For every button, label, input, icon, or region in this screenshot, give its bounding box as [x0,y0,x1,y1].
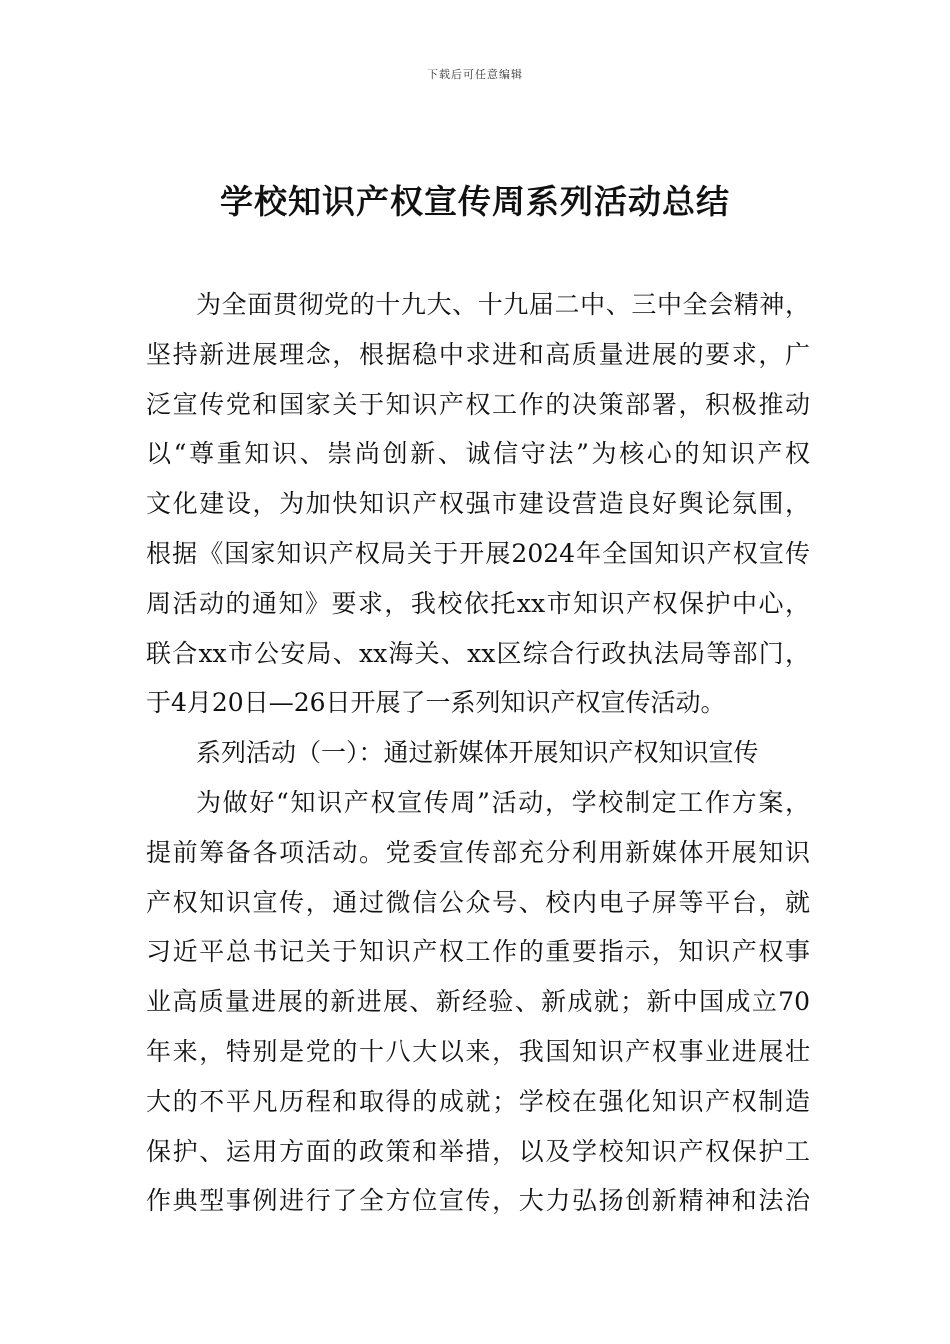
body-line: 大的不平凡历程和取得的成就；学校在强化知识产权制造 [146,1086,810,1116]
body-line: 联合xx市公安局、xx海关、xx区综合行政执法局等部门， [146,638,810,668]
body-line: 产权知识宣传，通过微信公众号、校内电子屏等平台，就 [146,887,810,917]
body-line: 作典型事例进行了全方位宣传，大力弘扬创新精神和法治 [146,1186,810,1216]
body-line: 年来，特别是党的十八大以来，我国知识产权事业进展壮 [146,1036,810,1066]
body-line: 文化建设，为加快知识产权强市建设营造良好舆论氛围， [146,489,810,519]
body-line: 泛宣传党和国家关于知识产权工作的决策部署，积极推动 [146,389,810,419]
body-line: 周活动的通知》要求，我校依托xx市知识产权保护中心， [146,588,810,618]
document-title: 学校知识产权宣传周系列活动总结 [220,182,730,221]
body-line: 保护、运用方面的政策和举措，以及学校知识产权保护工 [146,1136,810,1166]
body-line: 提前筹备各项活动。党委宣传部充分利用新媒体开展知识 [146,837,810,867]
body-line: 于4月20日—26日开展了一系列知识产权宣传活动。 [146,688,726,718]
header-note: 下载后可任意编辑 [427,68,523,81]
body-line: 根据《国家知识产权局关于开展2024年全国知识产权宣传 [146,538,810,568]
body-line: 以“尊重知识、崇尚创新、诚信守法”为核心的知识产权 [146,439,810,469]
section-heading: 系列活动（一）：通过新媒体开展知识产权知识宣传 [196,738,759,768]
body-line: 习近平总书记关于知识产权工作的重要指示，知识产权事 [146,937,810,967]
body-line: 为做好“知识产权宣传周”活动，学校制定工作方案， [196,787,810,817]
body-line: 为全面贯彻党的十九大、十九届二中、三中全会精神， [196,290,810,319]
body-line: 业高质量进展的新进展、新经验、新成就；新中国成立70 [146,987,810,1017]
document-body [146,280,810,1226]
body-line: 坚持新进展理念，根据稳中求进和高质量进展的要求，广 [146,339,810,369]
